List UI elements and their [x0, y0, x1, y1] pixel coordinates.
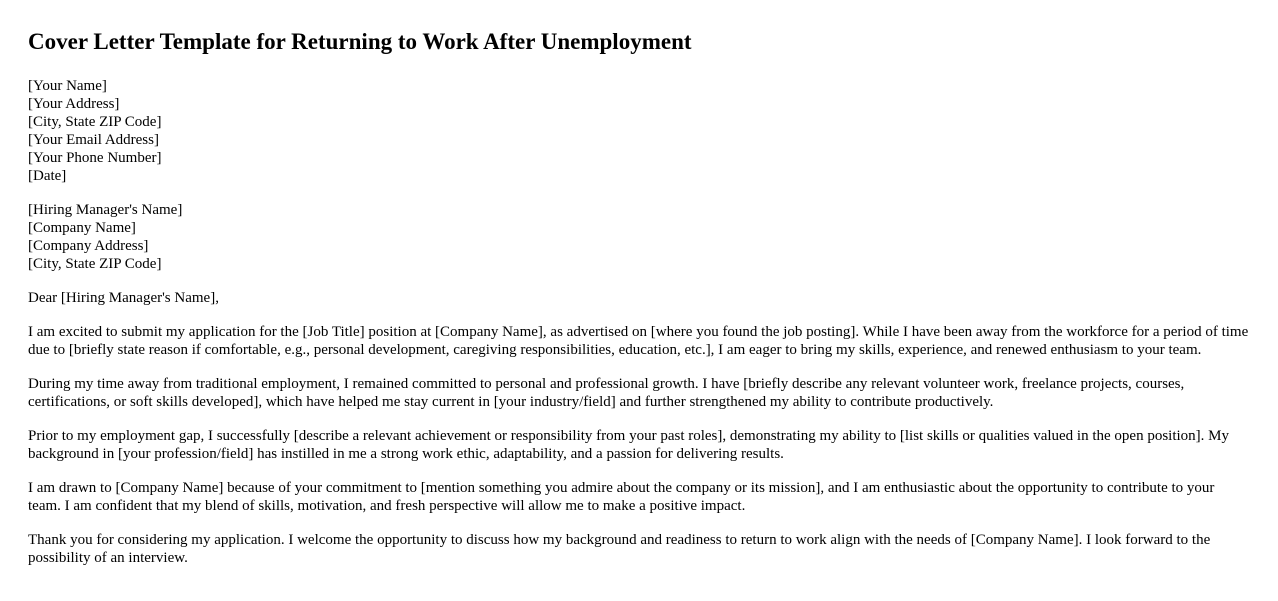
paragraph-introduction: I am excited to submit my application for the [Job Title] position at [Company Name], as advertised on [where you found the job posting]. While I have been away from the workforce for a period of time due to [briefly state reason if comfortable, e.g., personal development, caregiving responsibilities, education, etc.], I am eager to bring my skills, experience, and renewed enthusiasm to your team.: [28, 324, 1249, 358]
sender-address-block: [28, 77, 1250, 185]
paragraph-prior-experience: Prior to my employment gap, I successfully [describe a relevant achievement or responsibility from your past roles], demonstrating my ability to [list skills or qualities valued in the open position]. My background in [your profession/field] has instilled in me a strong work ethic, adaptability, and a passion for delivering results.: [28, 428, 1230, 462]
letter-date: [Date]: [28, 168, 67, 184]
sender-city-state-zip: [City, State ZIP Code]: [28, 114, 162, 130]
paragraph-company-interest: I am drawn to [Company Name] because of your commitment to [mention something you admire about the company or its mission], and I am enthusiastic about the opportunity to contribute to your team. I am confident that my blend of skills, motivation, and fresh perspective will allow me to make a positive impact.: [28, 480, 1215, 514]
recipient-address-block: [28, 201, 1250, 273]
recipient-city-state-zip: [City, State ZIP Code]: [28, 256, 162, 272]
sender-address: [Your Address]: [28, 96, 120, 112]
paragraph-closing: Thank you for considering my application. I welcome the opportunity to discuss how my background and readiness to return to work align with the needs of [Company Name]. I look forward to the possibility of an interview.: [28, 532, 1211, 566]
sender-phone: [Your Phone Number]: [28, 150, 162, 166]
recipient-company: [Company Name]: [28, 220, 136, 236]
recipient-address: [Company Address]: [28, 238, 149, 254]
paragraph-time-away: During my time away from traditional employment, I remained committed to personal and professional growth. I have [briefly describe any relevant volunteer work, freelance projects, courses, certifications, or soft skills developed], which have helped me stay current in [your industry/field] and further strengthened my ability to contribute productively.: [28, 376, 1185, 410]
document-title: Cover Letter Template for Returning to Work After Unemployment: [28, 29, 692, 54]
recipient-name: [Hiring Manager's Name]: [28, 202, 183, 218]
sender-email: [Your Email Address]: [28, 132, 159, 148]
salutation: Dear [Hiring Manager's Name],: [28, 290, 219, 306]
sender-name: [Your Name]: [28, 78, 107, 94]
